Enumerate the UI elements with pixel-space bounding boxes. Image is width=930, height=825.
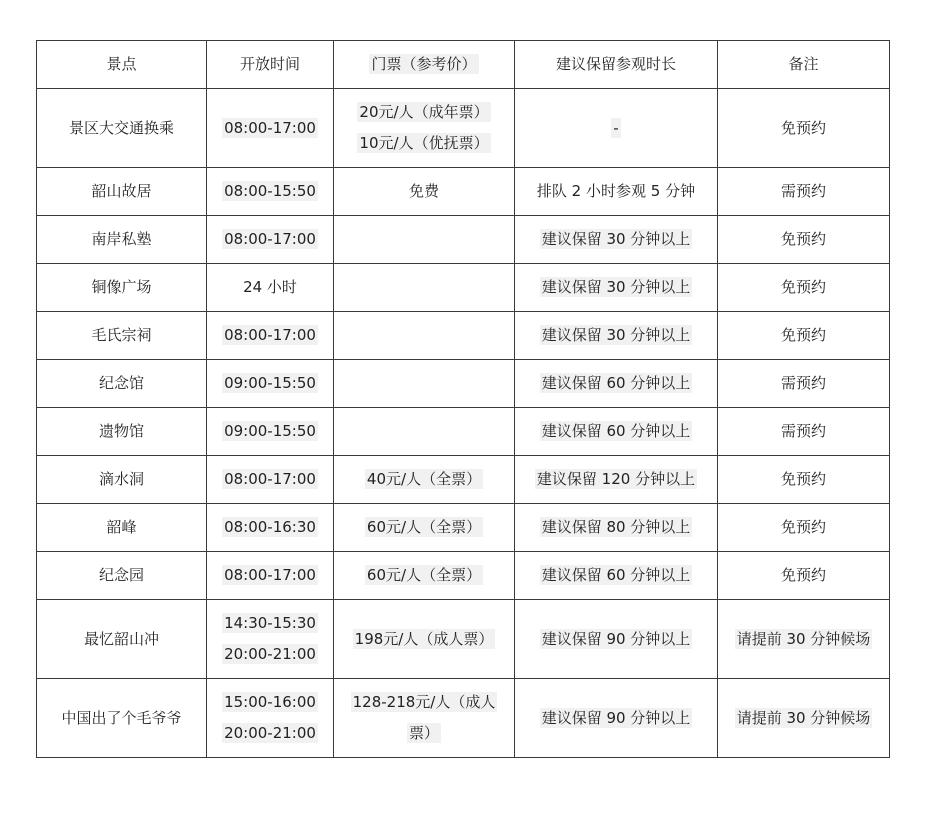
header-note: 备注 bbox=[718, 41, 890, 89]
header-spot: 景点 bbox=[37, 41, 207, 89]
cell-hours bbox=[207, 312, 334, 360]
hours-text: 15:00-16:00 bbox=[224, 693, 316, 711]
hours-line bbox=[211, 718, 329, 749]
cell-note bbox=[718, 679, 890, 758]
cell-spot: 遗物馆 bbox=[37, 408, 207, 456]
table-row bbox=[37, 600, 890, 679]
duration-text: 建议保留 30 分钟以上 bbox=[541, 230, 691, 248]
cell-ticket bbox=[334, 216, 515, 264]
cell-spot: 滴水洞 bbox=[37, 456, 207, 504]
cell-ticket bbox=[334, 408, 515, 456]
hours-text: 08:00-15:50 bbox=[224, 182, 316, 200]
ticket-text: 20元/人（成年票） bbox=[359, 103, 489, 121]
cell-ticket: 免费 bbox=[334, 168, 515, 216]
duration-text: - bbox=[613, 118, 619, 137]
cell-note: 免预约 bbox=[718, 552, 890, 600]
ticket-text: 60元/人（全票） bbox=[366, 566, 482, 584]
cell-spot: 纪念园 bbox=[37, 552, 207, 600]
ticket-line bbox=[338, 97, 510, 128]
duration-text: 建议保留 60 分钟以上 bbox=[541, 374, 691, 392]
duration-text: 建议保留 90 分钟以上 bbox=[541, 708, 691, 727]
hours-text: 08:00-17:00 bbox=[224, 118, 316, 137]
cell-note: 免预约 bbox=[718, 89, 890, 168]
hours-text: 20:00-21:00 bbox=[224, 724, 316, 742]
cell-duration: 排队 2 小时参观 5 分钟 bbox=[515, 168, 718, 216]
cell-spot: 纪念馆 bbox=[37, 360, 207, 408]
ticket-text: 198元/人（成人票） bbox=[354, 629, 494, 648]
hours-text: 09:00-15:50 bbox=[224, 374, 316, 392]
table-row bbox=[37, 312, 890, 360]
table-row bbox=[37, 264, 890, 312]
cell-note: 免预约 bbox=[718, 456, 890, 504]
cell-duration bbox=[515, 408, 718, 456]
cell-hours bbox=[207, 552, 334, 600]
cell-note: 免预约 bbox=[718, 264, 890, 312]
cell-duration bbox=[515, 89, 718, 168]
cell-note: 免预约 bbox=[718, 504, 890, 552]
cell-ticket bbox=[334, 264, 515, 312]
ticket-text: 128-218元/人（成人 bbox=[352, 693, 496, 711]
duration-text: 建议保留 90 分钟以上 bbox=[541, 629, 691, 648]
hours-text: 20:00-21:00 bbox=[224, 645, 316, 663]
cell-ticket bbox=[334, 552, 515, 600]
table-row bbox=[37, 168, 890, 216]
cell-duration bbox=[515, 312, 718, 360]
cell-note: 需预约 bbox=[718, 408, 890, 456]
ticket-line bbox=[338, 128, 510, 159]
cell-duration bbox=[515, 456, 718, 504]
hours-line bbox=[211, 687, 329, 718]
hours-text: 09:00-15:50 bbox=[224, 422, 316, 440]
header-row bbox=[37, 41, 890, 89]
cell-hours bbox=[207, 216, 334, 264]
hours-text: 14:30-15:30 bbox=[224, 614, 316, 632]
cell-hours bbox=[207, 89, 334, 168]
cell-spot: 韶山故居 bbox=[37, 168, 207, 216]
cell-note: 免预约 bbox=[718, 312, 890, 360]
cell-hours bbox=[207, 504, 334, 552]
header-ticket-label: 门票（参考价） bbox=[371, 55, 477, 73]
table-row bbox=[37, 89, 890, 168]
cell-ticket bbox=[334, 456, 515, 504]
cell-ticket bbox=[334, 360, 515, 408]
duration-text: 建议保留 60 分钟以上 bbox=[541, 566, 691, 584]
cell-hours bbox=[207, 600, 334, 679]
table-row bbox=[37, 456, 890, 504]
cell-hours bbox=[207, 360, 334, 408]
cell-spot: 最忆韶山冲 bbox=[37, 600, 207, 679]
ticket-line bbox=[338, 718, 510, 749]
hours-text: 08:00-17:00 bbox=[224, 470, 316, 488]
cell-ticket bbox=[334, 312, 515, 360]
cell-hours bbox=[207, 168, 334, 216]
cell-spot: 韶峰 bbox=[37, 504, 207, 552]
header-hours: 开放时间 bbox=[207, 41, 334, 89]
cell-ticket bbox=[334, 89, 515, 168]
hours-text: 08:00-17:00 bbox=[224, 230, 316, 248]
hours-text: 08:00-17:00 bbox=[224, 326, 316, 344]
cell-note: 需预约 bbox=[718, 168, 890, 216]
ticket-text: 60元/人（全票） bbox=[366, 518, 482, 536]
duration-text: 建议保留 80 分钟以上 bbox=[541, 518, 691, 536]
cell-duration bbox=[515, 264, 718, 312]
cell-duration bbox=[515, 600, 718, 679]
ticket-text: 10元/人（优抚票） bbox=[359, 134, 489, 152]
cell-duration bbox=[515, 679, 718, 758]
note-text: 请提前 30 分钟候场 bbox=[736, 708, 871, 727]
cell-ticket bbox=[334, 600, 515, 679]
note-text: 请提前 30 分钟候场 bbox=[736, 629, 871, 648]
hours-line bbox=[211, 639, 329, 670]
cell-note: 需预约 bbox=[718, 360, 890, 408]
cell-ticket bbox=[334, 679, 515, 758]
cell-spot: 中国出了个毛爷爷 bbox=[37, 679, 207, 758]
table-row bbox=[37, 360, 890, 408]
hours-text: 08:00-17:00 bbox=[224, 566, 316, 584]
cell-spot: 景区大交通换乘 bbox=[37, 89, 207, 168]
cell-duration bbox=[515, 360, 718, 408]
duration-text: 建议保留 120 分钟以上 bbox=[536, 470, 696, 488]
ticket-line bbox=[338, 687, 510, 718]
attractions-table bbox=[36, 40, 890, 758]
cell-spot: 南岸私塾 bbox=[37, 216, 207, 264]
cell-spot: 铜像广场 bbox=[37, 264, 207, 312]
header-duration: 建议保留参观时长 bbox=[515, 41, 718, 89]
duration-text: 建议保留 30 分钟以上 bbox=[541, 278, 691, 296]
duration-text: 建议保留 30 分钟以上 bbox=[541, 326, 691, 344]
cell-hours: 24 小时 bbox=[207, 264, 334, 312]
cell-ticket bbox=[334, 504, 515, 552]
hours-line bbox=[211, 608, 329, 639]
cell-hours bbox=[207, 679, 334, 758]
header-ticket bbox=[334, 41, 515, 89]
duration-text: 建议保留 60 分钟以上 bbox=[541, 422, 691, 440]
cell-hours bbox=[207, 456, 334, 504]
cell-note bbox=[718, 600, 890, 679]
cell-duration bbox=[515, 504, 718, 552]
hours-text: 08:00-16:30 bbox=[224, 518, 316, 536]
ticket-text: 40元/人（全票） bbox=[366, 470, 482, 488]
ticket-text: 票） bbox=[408, 724, 439, 742]
cell-note: 免预约 bbox=[718, 216, 890, 264]
table-row bbox=[37, 408, 890, 456]
table-row bbox=[37, 504, 890, 552]
cell-duration bbox=[515, 216, 718, 264]
cell-duration bbox=[515, 552, 718, 600]
cell-spot: 毛氏宗祠 bbox=[37, 312, 207, 360]
cell-hours bbox=[207, 408, 334, 456]
table-row bbox=[37, 679, 890, 758]
table-row bbox=[37, 552, 890, 600]
table-row bbox=[37, 216, 890, 264]
